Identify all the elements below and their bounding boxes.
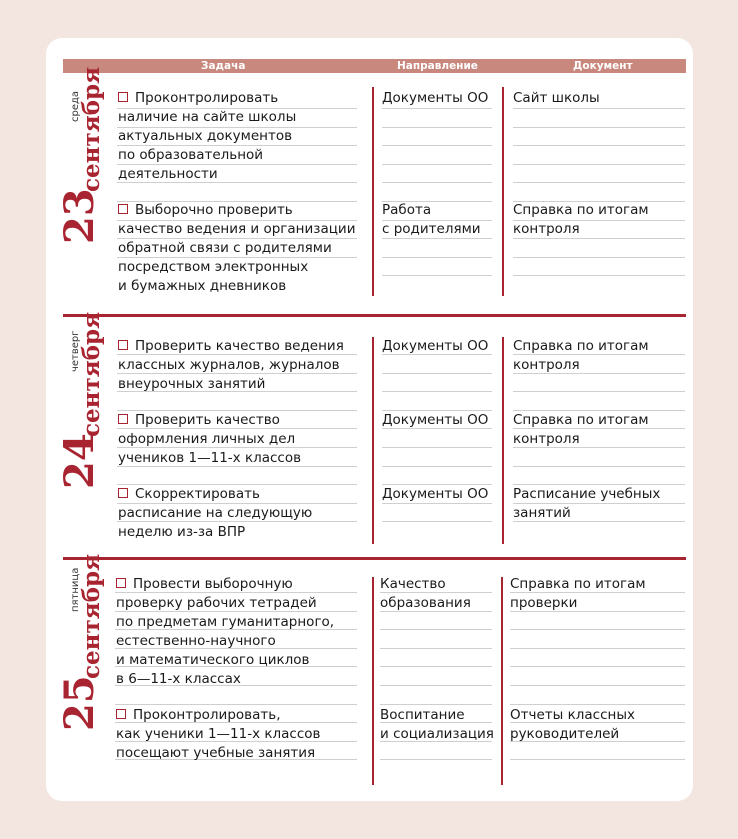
day-separator (63, 314, 686, 317)
task-text: естественно-научного (116, 633, 276, 649)
task-document: контроля (513, 357, 580, 373)
column-divider (372, 337, 374, 544)
ruled-line (380, 685, 492, 686)
task-text: посредством электронных (118, 259, 309, 275)
task-text: и бумажных дневников (118, 278, 287, 294)
column-divider (502, 87, 504, 296)
task-direction: Документы ОО (382, 412, 489, 428)
ruled-line (382, 108, 492, 109)
task-text: Провести выборочную (133, 576, 293, 592)
task-line (118, 258, 308, 277)
ruled-line (382, 521, 492, 522)
task-line (118, 523, 245, 542)
task-line (116, 744, 315, 763)
task-text: учеников 1—11-х классов (118, 450, 302, 466)
task-text: оформления личных дел (118, 431, 296, 447)
task-line (116, 670, 241, 689)
ruled-line (513, 127, 685, 128)
ruled-line (510, 759, 685, 760)
task-checkbox[interactable] (116, 709, 126, 719)
task-line (118, 430, 295, 449)
ruled-line (380, 759, 492, 760)
task-text: качество ведения и организации (118, 221, 356, 237)
task-text: Проконтролировать, (133, 707, 281, 723)
task-text: в 6—11-х классах (116, 671, 241, 687)
ruled-line (513, 257, 685, 258)
task-checkbox[interactable] (116, 578, 126, 588)
task-direction: образования (380, 595, 471, 611)
ruled-line (513, 164, 685, 165)
task-document: занятий (513, 505, 571, 521)
ruled-line (513, 275, 685, 276)
ruled-line (513, 182, 685, 183)
task-document: Расписание учебных (513, 486, 661, 502)
ruled-line (510, 666, 685, 667)
task-text: Проверить качество ведения (135, 338, 344, 354)
task-line (118, 504, 312, 523)
ruled-line (380, 704, 492, 705)
ruled-line (382, 257, 492, 258)
task-text: по предметам гуманитарного, (116, 614, 335, 630)
task-line (116, 651, 310, 670)
task-line (118, 165, 218, 184)
task-text: неделю из-за ВПР (118, 524, 246, 540)
day-weekday: пятница (70, 567, 81, 612)
ruled-line (382, 145, 492, 146)
task-line (118, 277, 286, 296)
ruled-line (115, 704, 357, 705)
task-direction: Документы ОО (382, 90, 489, 106)
task-text: и математического циклов (116, 652, 310, 668)
task-text: внеурочных занятий (118, 376, 266, 392)
day-number: 25 (56, 675, 103, 731)
task-direction: Воспитание (380, 707, 465, 723)
ruled-line (513, 145, 685, 146)
ruled-line (510, 685, 685, 686)
task-direction: и социализация (380, 726, 494, 742)
table-header (63, 59, 686, 73)
day-weekday: четверг (70, 330, 81, 372)
task-line (116, 725, 321, 744)
task-text: Проверить качество (135, 412, 280, 428)
day-month: сентября (78, 66, 105, 192)
task-text: актуальных документов (118, 128, 293, 144)
task-title (118, 411, 280, 430)
task-line (116, 594, 317, 613)
ruled-line (380, 666, 492, 667)
ruled-line (382, 182, 492, 183)
ruled-line (382, 275, 492, 276)
task-direction: Качество (380, 576, 446, 592)
task-line (118, 449, 301, 468)
day-month: сентября (78, 311, 105, 437)
task-text: Скорректировать (135, 486, 260, 502)
task-checkbox[interactable] (118, 92, 128, 102)
task-text: Выборочно проверить (135, 202, 293, 218)
ruled-line (510, 648, 685, 649)
day-month: сентября (78, 553, 105, 679)
day-separator (63, 557, 686, 560)
task-checkbox[interactable] (118, 204, 128, 214)
task-direction: с родителями (382, 221, 481, 237)
day-weekday: среда (70, 90, 81, 122)
task-title (116, 706, 281, 725)
task-title (118, 337, 344, 356)
task-document: Справка по итогам (510, 576, 646, 592)
column-divider (502, 337, 504, 544)
task-text: наличие на сайте школы (118, 109, 297, 125)
task-title (118, 89, 278, 108)
ruled-line (513, 108, 685, 109)
task-text: Проконтролировать (135, 90, 279, 106)
task-document: руководителей (510, 726, 620, 742)
task-line (118, 239, 332, 258)
task-document: Справка по итогам (513, 412, 649, 428)
task-direction: Документы ОО (382, 338, 489, 354)
task-text: обратной связи с родителями (118, 240, 332, 256)
task-text: посещают учебные занятия (116, 745, 316, 761)
ruled-line (380, 629, 492, 630)
column-divider (372, 577, 374, 785)
ruled-line (382, 373, 492, 374)
ruled-line (510, 704, 685, 705)
task-line (118, 127, 292, 146)
task-text: по образовательной (118, 147, 264, 163)
ruled-line (510, 629, 685, 630)
task-direction: Документы ОО (382, 486, 489, 502)
task-line (116, 613, 334, 632)
task-document: Отчеты классных (510, 707, 635, 723)
ruled-line (382, 391, 492, 392)
ruled-line (382, 164, 492, 165)
task-line (118, 220, 355, 239)
ruled-line (382, 127, 492, 128)
task-checkbox[interactable] (118, 340, 128, 350)
ruled-line (382, 466, 492, 467)
task-text: классных журналов, журналов (118, 357, 340, 373)
task-document: Сайт школы (513, 90, 600, 106)
task-line (118, 356, 340, 375)
task-text: проверку рабочих тетрадей (116, 595, 317, 611)
ruled-line (513, 391, 685, 392)
task-title (116, 575, 293, 594)
task-checkbox[interactable] (118, 414, 128, 424)
task-document: Справка по итогам (513, 202, 649, 218)
task-text: деятельности (118, 166, 218, 182)
task-document: проверки (510, 595, 578, 611)
task-text: как ученики 1—11-х классов (116, 726, 321, 742)
task-line (116, 632, 276, 651)
column-divider (501, 577, 503, 785)
column-divider (372, 87, 374, 296)
day-number: 24 (56, 433, 103, 489)
ruled-line (382, 447, 492, 448)
task-line (118, 375, 265, 394)
task-checkbox[interactable] (118, 488, 128, 498)
task-document: Справка по итогам (513, 338, 649, 354)
task-line (118, 108, 296, 127)
task-title (118, 201, 293, 220)
header-task: Задача (201, 60, 246, 72)
task-document: контроля (513, 431, 580, 447)
task-direction: Работа (382, 202, 432, 218)
task-document: контроля (513, 221, 580, 237)
header-document: Документ (573, 60, 633, 72)
day-number: 23 (56, 188, 103, 244)
header-direction: Направление (397, 60, 478, 72)
ruled-line (513, 466, 685, 467)
ruled-line (380, 648, 492, 649)
task-title (118, 485, 260, 504)
task-line (118, 146, 263, 165)
task-text: расписание на следующую (118, 505, 313, 521)
